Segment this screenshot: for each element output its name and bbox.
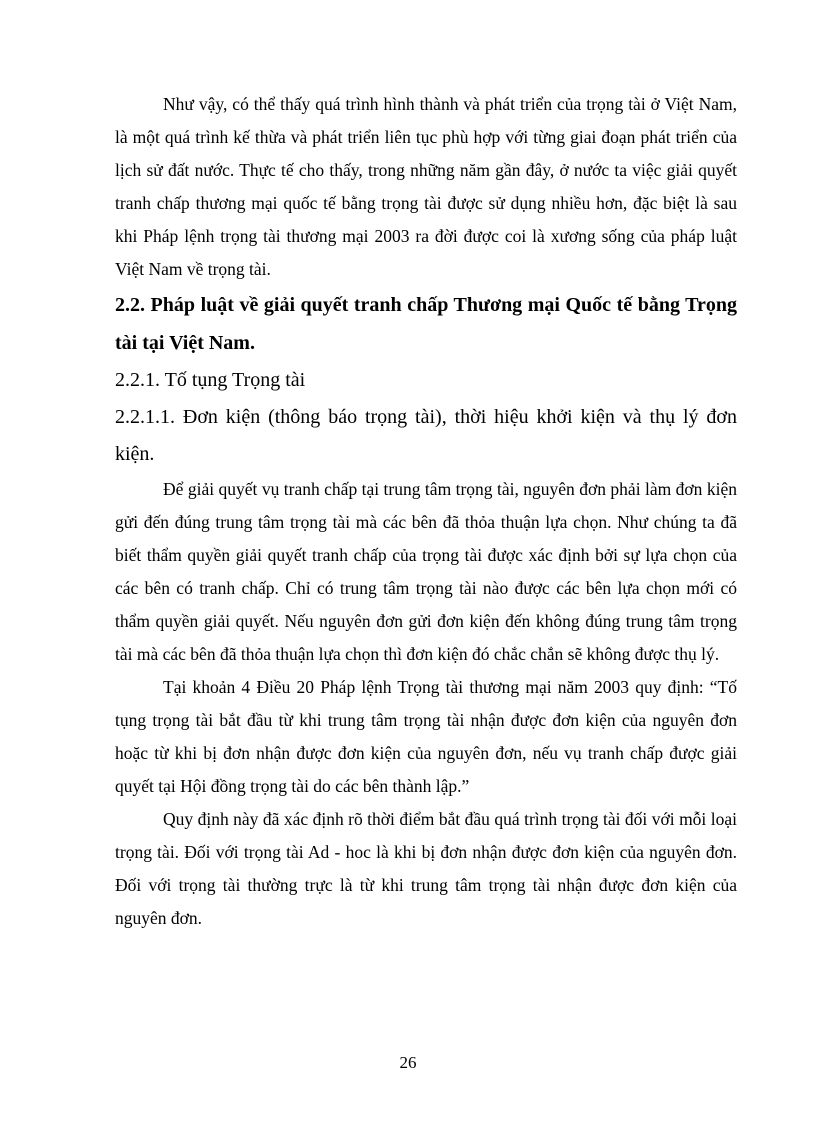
section-heading-2-2: 2.2. Pháp luật về giải quyết tranh chấp Thương mại Quốc tế bằng Trọng tài tại Việt Nam. [115,294,737,354]
paragraph-article-20-quote: Tại khoản 4 Điều 20 Pháp lệnh Trọng tài thương mại năm 2003 quy định: “Tố tụng trọng tài bắt đầu từ khi trung tâm trọng tài nhận được đơn kiện của nguyên đơn hoặc từ khi bị đơn nhận được đơn kiện của nguyên đơn, nếu vụ tranh chấp được giải quyết tại Hội đồng trọng tài do các bên thành lập.” [115,677,737,796]
page-number: 26 [399,1053,417,1072]
paragraph-start-of-proceedings: Quy định này đã xác định rõ thời điểm bắt đầu quá trình trọng tài đối với mỗi loại trọng tài. Đối với trọng tài Ad - hoc là khi bị đơn nhận được đơn kiện của nguyên đơn. Đối với trọng tài thường trực là từ khi trung tâm trọng tài nhận được đơn kiện của nguyên đơn. [115,809,737,928]
paragraph-vietnam-arbitration-history: Như vậy, có thể thấy quá trình hình thành và phát triển của trọng tài ở Việt Nam, là một quá trình kế thừa và phát triển liên tục phù hợp với từng giai đoạn phát triển của lịch sử đất nước. Thực tế cho thấy, trong những năm gần đây, ở nước ta việc giải quyết tranh chấp thương mại quốc tế bằng trọng tài được sử dụng nhiều hơn, đặc biệt là sau khi Pháp lệnh trọng tài thương mại 2003 ra đời được coi là xương sống của pháp luật Việt Nam về trọng tài. [115,94,737,279]
paragraph-filing-complaint: Để giải quyết vụ tranh chấp tại trung tâm trọng tài, nguyên đơn phải làm đơn kiện gửi đến đúng trung tâm trọng tài mà các bên đã thỏa thuận lựa chọn. Như chúng ta đã biết thẩm quyền giải quyết tranh chấp của trọng tài được xác định bởi sự lựa chọn của các bên có tranh chấp. Chỉ có trung tâm trọng tài nào được các bên lựa chọn mới có thẩm quyền giải quyết. Nếu nguyên đơn gửi đơn kiện đến không đúng trung tâm trọng tài mà các bên đã thỏa thuận lựa chọn thì đơn kiện đó chắc chắn sẽ không được thụ lý. [115,479,737,664]
subsection-heading-2-2-1: 2.2.1. Tố tụng Trọng tài [115,369,306,391]
document-page [115,88,737,935]
subsection-heading-2-2-1-1: 2.2.1.1. Đơn kiện (thông báo trọng tài), thời hiệu khởi kiện và thụ lý đơn kiện. [115,406,737,465]
